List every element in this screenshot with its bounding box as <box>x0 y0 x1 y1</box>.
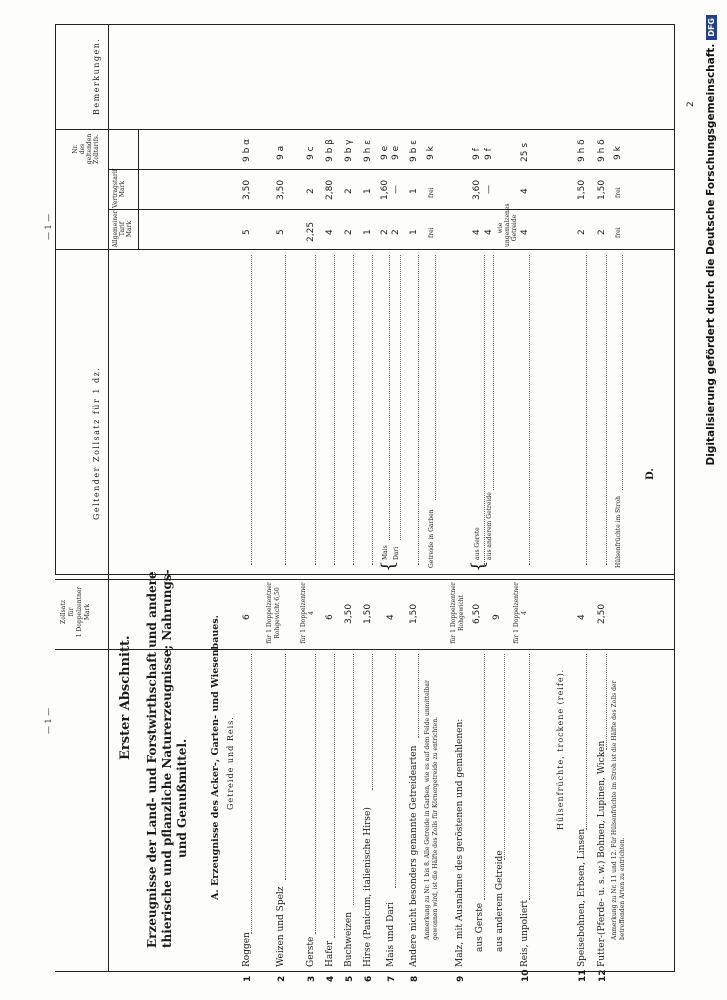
row-label: Hirse (Panicum, italienische Hirse) <box>363 807 373 967</box>
vertrag-value: 3,50 <box>276 179 286 200</box>
rate-value: 3,50 <box>344 603 354 624</box>
group-heading-getreide: Getreide und Reis. <box>226 716 235 810</box>
tarif-subheader-rule <box>138 130 139 250</box>
tarif-number: 9 b γ <box>344 139 354 162</box>
row-label: Futter-(Pferde- u. s. w.) Bohnen, Lupinen, Wicken <box>597 740 607 967</box>
subheading-a: A. Erzeugnisse des Acker-, Garten- und Wiesenbaues. <box>210 615 221 900</box>
vertrag-value: 3,60 <box>472 179 482 200</box>
nr-column-line <box>108 169 675 170</box>
leader-dots <box>285 654 286 880</box>
row-number: 1 <box>243 975 253 982</box>
geltender-zollsatz-title: Geltender Zollsatz für 1 dz. <box>92 366 101 520</box>
row-label: Malz, mit Ausnahme des geröstenen und gemahlenen: <box>455 718 465 967</box>
left-header-rule <box>108 575 109 972</box>
vertrag-value: — <box>484 185 494 194</box>
leader-dots <box>484 654 485 900</box>
rate-value: 1,50 <box>409 603 419 624</box>
row-number: 6 <box>364 975 374 982</box>
allg-value: frei <box>428 227 435 238</box>
allg-value: 2 <box>380 229 390 235</box>
leader-dots <box>504 654 505 860</box>
tarif-number: 9 h δ <box>597 139 607 162</box>
leader-dots <box>395 654 396 888</box>
rate-value: 6 <box>242 614 252 620</box>
allg-value: 2,25 <box>306 221 316 242</box>
vertrag-value: frei <box>615 187 622 198</box>
right-page-edge <box>55 24 675 25</box>
leader-dots <box>315 255 316 565</box>
vertrag-value: 1,60 <box>380 179 390 200</box>
nr-tarif-header: Nr. des geltenden Zolltarifs. <box>72 133 100 165</box>
brace: { <box>468 560 489 572</box>
brace: { <box>378 560 399 572</box>
left-bottom-rule <box>674 575 675 972</box>
tarif-number: 9 f <box>484 148 494 160</box>
tarif-number: 9 a <box>276 145 286 160</box>
rate-value: für 1 Doppelzentner Rohgewicht 6,50 <box>266 582 281 644</box>
leader-dots <box>418 255 419 565</box>
leader-dots <box>285 255 286 565</box>
row-label: aus Gerste <box>475 902 485 952</box>
row-label: Mais und Dari <box>386 902 396 967</box>
allg-value: 5 <box>242 229 252 235</box>
leader-dots <box>251 654 252 934</box>
remarks-column-line <box>55 129 675 130</box>
section-title: Erster Abschnitt. <box>118 635 133 760</box>
row-number: 7 <box>387 975 397 982</box>
row-label: aus anderem Getreide <box>495 850 505 952</box>
row-label: Weizen und Spelz <box>276 886 286 967</box>
right-bottom-rule <box>674 25 675 575</box>
allg-value: frei <box>615 227 622 238</box>
sub-label-anderem: aus anderem Getreide <box>486 492 493 560</box>
leader-dots <box>315 654 316 934</box>
row-label: Gerste <box>306 936 316 967</box>
tarif-number: 9 b ε <box>409 139 419 162</box>
row-number: 10 <box>521 969 531 982</box>
leader-dots <box>353 255 354 565</box>
dfg-logo: DFG <box>706 15 717 40</box>
sheet-number: 2 <box>686 101 696 107</box>
rate-value: 1,50 <box>363 603 373 624</box>
row-number: 5 <box>345 975 355 982</box>
tarif-number: 25 s <box>520 142 530 162</box>
vertrag-value: frei <box>428 187 435 198</box>
right-header-rule <box>108 25 109 575</box>
rate-value: 9 <box>492 614 502 620</box>
vertrag-value: 2 <box>306 188 316 194</box>
leader-dots <box>606 654 607 750</box>
row-label: Buchweizen <box>344 911 354 967</box>
leader-dots <box>435 255 436 500</box>
note-11-12: Anmerkung zu Nr. 11 und 12. Für Hülsenfrüchte im Stroh ist die Hälfte des Zolls der betreffenden Arten zu entrichten. <box>611 680 626 940</box>
row-number: 11 <box>578 969 588 982</box>
tarif-number: 9 c <box>306 146 316 160</box>
tarif-number: 9 e <box>380 145 390 160</box>
group-heading-huelsen: Hülsenfrüchte, trockene (reife). <box>556 668 565 830</box>
vertrag-value: 2 <box>344 188 354 194</box>
allg-value: 4 <box>325 229 335 235</box>
leader-dots <box>484 255 485 565</box>
leader-dots <box>400 255 401 540</box>
leader-dots <box>372 255 373 565</box>
allg-value: 2 <box>597 229 607 235</box>
allg-value: 4 <box>472 229 482 235</box>
leader-dots <box>529 654 530 900</box>
vertrag-value: 1 <box>363 188 373 194</box>
right-top-rule <box>55 25 56 575</box>
allg-value: 2 <box>391 229 401 235</box>
sub-label-stroh: Hülsenfrüchte im Stroh <box>615 496 622 568</box>
leader-dots <box>529 255 530 565</box>
sub-label-dari: Dari <box>393 546 400 560</box>
vertrag-column-line <box>108 209 675 210</box>
leader-dots <box>372 654 373 790</box>
vertrag-value: 1,50 <box>577 179 587 200</box>
allg-value: 1 <box>363 229 373 235</box>
row-number: 8 <box>410 975 420 982</box>
leader-dots <box>622 255 623 490</box>
leader-dots <box>586 654 587 830</box>
right-page-header: — 1 — <box>44 213 53 240</box>
rate-value: 2,50 <box>597 603 607 624</box>
row-label: Reis, unpoliert <box>520 899 530 967</box>
row-label: Andere nicht besonders genannte Getreidearten <box>409 745 419 967</box>
vertrag-value: 1 <box>409 188 419 194</box>
allg-value: 1 <box>409 229 419 235</box>
tarif-number: 9 k <box>613 146 623 160</box>
sub-label-garben: Getreide in Garben <box>428 509 435 568</box>
row-label: Speisebohnen, Erbsen, Linsen <box>577 828 587 967</box>
leader-dots <box>418 654 419 738</box>
vertrag-value: 1,50 <box>597 179 607 200</box>
row-number: 12 <box>598 969 608 982</box>
tarif-number: 9 h δ <box>577 139 587 162</box>
rate-value: 4 <box>577 614 587 620</box>
tarif-number: 9 k <box>426 146 436 160</box>
main-heading: Erzeugnisse der Land- und Forstwirthschaft und andere thierische und pflanzliche Naturerzeugnisse; Nahrungs- und Genußmittel. <box>145 569 189 948</box>
sub-label-mais: Mais <box>382 545 389 560</box>
leader-dots <box>389 255 390 540</box>
dfg-attribution <box>700 15 722 985</box>
leader-dots <box>586 255 587 565</box>
tarif-number: 9 e <box>391 145 401 160</box>
row-number: 3 <box>307 975 317 982</box>
allg-value: 4 <box>520 229 530 235</box>
rate-note: für 1 Doppelzentner Rohgewicht <box>450 582 465 644</box>
sub-label-gerste: aus Gerste <box>474 527 481 560</box>
allg-value: 2 <box>344 229 354 235</box>
row-label: Hafer <box>325 940 335 967</box>
tarif-number: 9 h ε <box>363 139 373 162</box>
tarif-number: 9 f <box>472 148 482 160</box>
vertrag-value: 3,50 <box>242 179 252 200</box>
vertrag-value: 2,80 <box>325 179 335 200</box>
allg-value: 4 <box>484 229 494 235</box>
vertrag-value: 4 <box>520 188 530 194</box>
rate-column-header: Zollsatz für 1 Doppelzentner Mark <box>60 586 91 638</box>
bemerkungen-header: Bemerkungen. <box>92 37 101 115</box>
leader-dots <box>251 255 252 565</box>
leader-dots <box>493 255 494 490</box>
vertrag-value: — <box>391 185 401 194</box>
allg-note: wie ungemalzenes Getreide <box>497 203 518 247</box>
leader-dots <box>334 654 335 938</box>
leader-dots <box>606 255 607 565</box>
row-number: 4 <box>326 975 336 982</box>
allg-value: 5 <box>276 229 286 235</box>
section-d-mark: D. <box>645 468 656 480</box>
tarif-number: 9 b α <box>242 138 252 162</box>
allg-value: 2 <box>577 229 587 235</box>
tarif-number: 9 b β <box>325 139 335 162</box>
allg-tarif-header: Allgemeiner Tarif Mark <box>112 210 133 248</box>
rate-value: 6,50 <box>472 603 482 624</box>
vertragstarif-header: Vertragstarif Mark <box>112 169 126 208</box>
row-number: 9 <box>456 975 466 982</box>
allg-column-line <box>55 249 675 250</box>
note-1-8: Anmerkung zu Nr. 1 bis 8. Alle Getreide in Garben, wie es auf dem Felde unmittelbar gewonnen wird, ist die Hälfte des Zolls für Körnergetreide zu entrichten. <box>424 680 439 940</box>
rate-value: für 1 Doppelzentner 4 <box>513 582 528 644</box>
rate-value: 4 <box>386 614 396 620</box>
rate-value: 6 <box>325 614 335 620</box>
row-number: 2 <box>277 975 287 982</box>
left-page-header: — 1 — <box>44 707 53 734</box>
row-label: Roggen <box>242 932 252 967</box>
leader-dots <box>334 255 335 565</box>
attribution-text: Digitalisierung gefördert durch die Deutsche Forschungsgemeinschaft. <box>705 43 717 466</box>
rate-value: für 1 Doppelzentner 4 <box>300 582 315 644</box>
leader-dots <box>353 654 354 905</box>
